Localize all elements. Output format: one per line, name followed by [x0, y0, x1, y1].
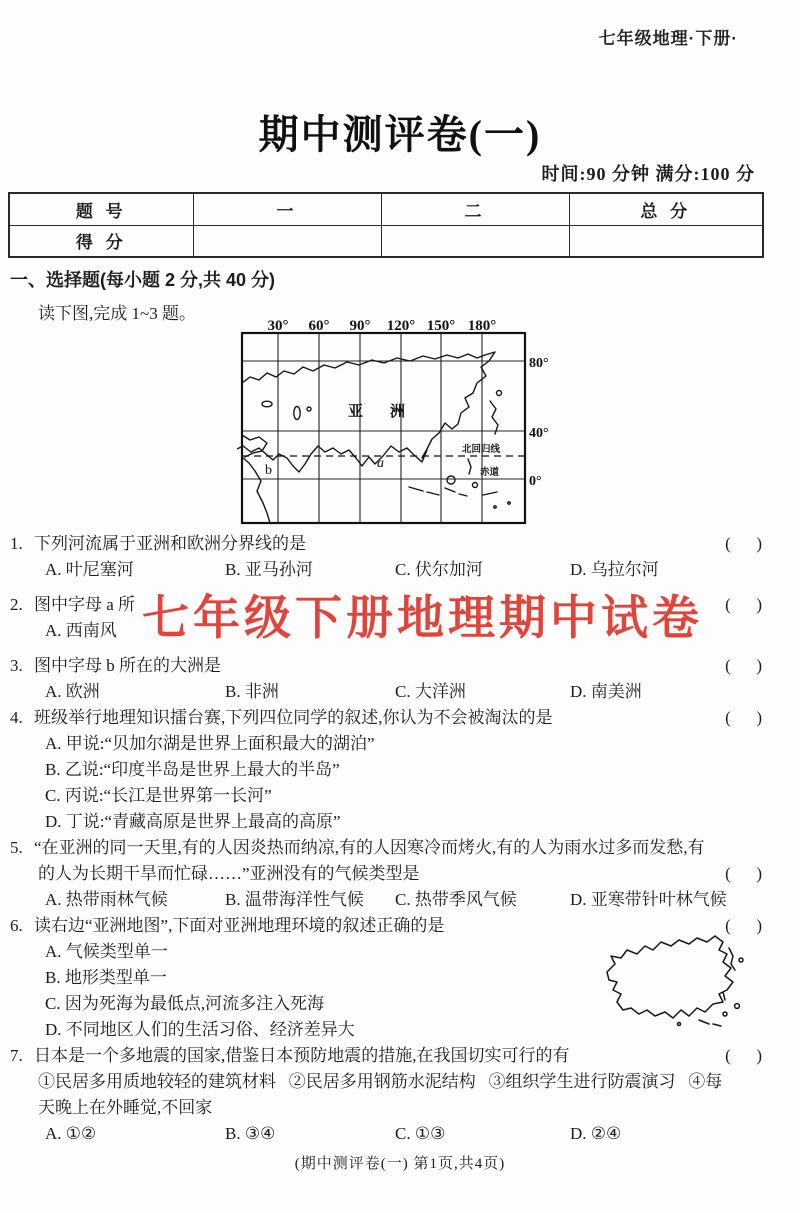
equator-label: 赤道	[480, 468, 500, 478]
question-1-text: 下列河流属于亚洲和欧洲分界线的是	[34, 534, 306, 553]
option: D. 不同地区人们的生活习俗、经济差异大	[45, 1020, 355, 1039]
asia-grid-map-svg	[237, 317, 557, 529]
score-table-label-tihao: 题 号	[9, 193, 193, 225]
time-score-line: 时间:90 分钟 满分:100 分	[541, 164, 755, 184]
latitude-label-80: 80°	[529, 356, 549, 371]
island-dot	[678, 1023, 681, 1026]
island-dot	[735, 1004, 740, 1009]
question-5-options	[10, 887, 762, 913]
longitude-label-60: 60°	[308, 318, 330, 334]
question-5-answer-paren: ( )	[725, 864, 762, 883]
longitude-label-150: 150°	[426, 318, 456, 334]
option: B. ③④	[225, 1124, 276, 1143]
red-watermark: 七年级下册地理期中试卷	[142, 591, 703, 644]
option: D. ②④	[570, 1124, 622, 1143]
longitude-label-90: 90°	[349, 318, 371, 334]
question-1-options	[10, 557, 762, 583]
question-7-options	[10, 1121, 762, 1147]
option: A. ①②	[45, 1124, 97, 1143]
question-4	[10, 705, 762, 835]
question-1-answer-paren: ( )	[725, 534, 762, 553]
option: A. 热带雨林气候	[45, 890, 168, 909]
longitude-label-120: 120°	[386, 318, 416, 334]
asia-outline-map-svg	[595, 920, 753, 1035]
question-4-answer-paren: ( )	[725, 708, 762, 727]
island-dot	[739, 958, 743, 962]
option: D. 南美洲	[570, 682, 642, 701]
option: A. 叶尼塞河	[45, 560, 134, 579]
score-table-label-defen: 得 分	[9, 225, 193, 257]
question-7-answer-paren: ( )	[725, 1046, 762, 1065]
page-edition: 七年级地理·下册·	[598, 29, 738, 48]
question-2-answer-paren: ( )	[725, 595, 762, 614]
option: C. ①③	[395, 1124, 446, 1143]
continent-label-ya: 亚	[348, 404, 364, 420]
page-footer: (期中测评卷(一) 第1页,共4页)	[294, 1156, 506, 1172]
option: C. 伏尔加河	[395, 560, 483, 579]
score-table-col-1: 一	[193, 193, 381, 225]
question-1-number: 1.	[10, 534, 23, 553]
question-7	[10, 1043, 762, 1147]
map-marker-b: b	[265, 463, 272, 478]
option: D. 亚寒带针叶林气候	[570, 890, 727, 909]
section-heading: 一、选择题(每小题 2 分,共 40 分)	[10, 270, 276, 290]
question-7-text: 日本是一个多地震的国家,借鉴日本预防地震的措施,在我国切实可行的有	[34, 1046, 570, 1065]
latitude-label-40: 40°	[529, 426, 549, 441]
score-table	[8, 192, 764, 258]
asia-outline	[607, 936, 733, 1018]
question-5-number: 5.	[10, 838, 23, 857]
score-cell-1	[193, 225, 381, 257]
question-7-items-line1: ①民居多用质地较轻的建筑材料 ②民居多用钢筋水泥结构 ③组织学生进行防震演习 ④每	[38, 1072, 723, 1091]
longitude-label-30: 30°	[267, 318, 289, 334]
question-6-number: 6.	[10, 916, 23, 935]
question-7-items-line2: 天晚上在外睡觉,不回家	[38, 1098, 213, 1117]
question-4-text: 班级举行地理知识擂台赛,下列四位同学的叙述,你认为不会被淘汰的是	[34, 708, 553, 727]
score-table-col-2: 二	[381, 193, 569, 225]
question-3	[10, 653, 762, 705]
option: B. 地形类型单一	[45, 968, 167, 987]
score-cell-total	[569, 225, 763, 257]
page-title: 期中测评卷(一)	[258, 112, 542, 157]
question-5-text-line2: 的人为长期干旱而忙碌……”亚洲没有的气候类型是	[38, 864, 420, 883]
question-2-text: 图中字母 a 所	[34, 595, 136, 614]
latitude-label-0: 0°	[529, 474, 542, 489]
score-table-score-row	[9, 225, 763, 257]
option: B. 温带海洋性气候	[225, 890, 364, 909]
option: B. 乙说:“印度半岛是世界上最大的半岛”	[45, 760, 340, 779]
question-4-number: 4.	[10, 708, 23, 727]
longitude-labels	[268, 318, 497, 334]
question-3-answer-paren: ( )	[725, 656, 762, 675]
philippines	[723, 992, 725, 1000]
island-dot	[723, 1012, 727, 1016]
score-cell-2	[381, 225, 569, 257]
score-table-col-total: 总 分	[569, 193, 763, 225]
score-table-header-row	[9, 193, 763, 225]
option: A. 甲说:“贝加尔湖是世界上面积最大的湖泊”	[45, 734, 375, 753]
question-3-number: 3.	[10, 656, 23, 675]
indonesia-islands	[699, 1020, 721, 1026]
map-marker-a: a	[377, 456, 384, 471]
asia-outline-map	[595, 920, 753, 1040]
option: A. 气候类型单一	[45, 942, 168, 961]
option: C. 大洋洲	[395, 682, 466, 701]
option: D. 丁说:“青藏高原是世界上最高的高原”	[45, 812, 341, 831]
option: A. 西南风	[45, 621, 117, 640]
question-6-answer-paren: ( )	[725, 916, 762, 935]
longitude-label-180: 180°	[467, 318, 497, 334]
question-2-number: 2.	[10, 595, 23, 614]
option: C. 丙说:“长江是世界第一长河”	[45, 786, 272, 805]
option: C. 因为死海为最低点,河流多注入死海	[45, 994, 325, 1013]
question-7-number: 7.	[10, 1046, 23, 1065]
question-5-text-line1: “在亚洲的同一天里,有的人因炎热而纳凉,有的人因寒冷而烤火,有的人为雨水过多而发愁,有	[34, 838, 705, 857]
section-intro: 读下图,完成 1~3 题。	[38, 304, 196, 323]
question-3-text: 图中字母 b 所在的大洲是	[34, 656, 221, 675]
question-5	[10, 835, 762, 913]
asia-grid-map	[237, 317, 557, 534]
continent-label-zhou: 洲	[390, 404, 406, 420]
question-1	[10, 531, 762, 583]
option: D. 乌拉尔河	[570, 560, 659, 579]
option: A. 欧洲	[45, 682, 100, 701]
tropic-label: 北回归线	[462, 445, 501, 455]
option: B. 非洲	[225, 682, 279, 701]
question-3-options	[10, 679, 762, 705]
question-6-text: 读右边“亚洲地图”,下面对亚洲地理环境的叙述正确的是	[34, 916, 445, 935]
option: B. 亚马孙河	[225, 560, 313, 579]
latitude-labels	[529, 356, 549, 489]
option: C. 热带季风气候	[395, 890, 517, 909]
